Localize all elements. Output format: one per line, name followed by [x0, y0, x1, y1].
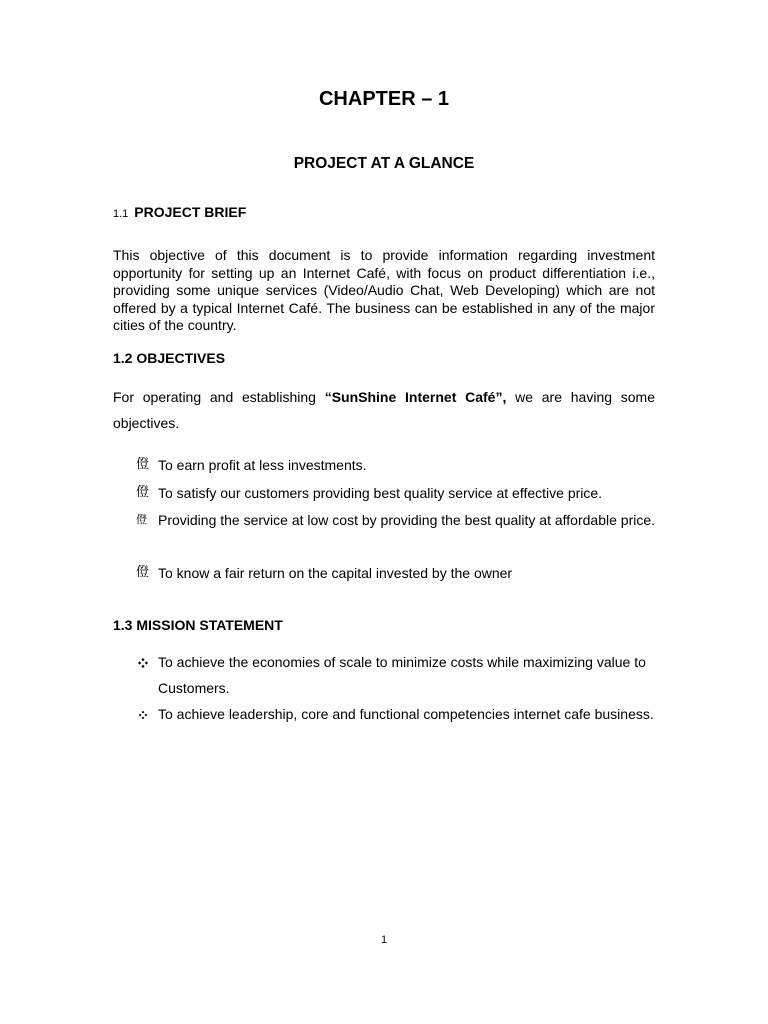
- list-item: [136, 480, 656, 506]
- list-item: [136, 560, 656, 586]
- bullet-glyph-icon: 僜: [136, 565, 150, 580]
- list-item: [136, 649, 656, 701]
- list-item-text: To earn profit at less investments.: [158, 457, 367, 473]
- list-item: [136, 507, 656, 533]
- bullet-glyph-icon: 僜: [136, 457, 150, 472]
- list-item-text: To know a fair return on the capital invested by the owner: [158, 565, 513, 581]
- section-heading-objectives: 1.2 OBJECTIVES: [113, 350, 226, 366]
- section-heading-project-brief: [113, 204, 246, 220]
- list-item-text: Providing the service at low cost by providing the best quality at affordable price.: [158, 512, 656, 528]
- chapter-heading: CHAPTER – 1: [318, 88, 450, 110]
- cafe-name: “SunShine Internet Café”,: [324, 389, 507, 405]
- intro-text-end: we are having some objectives.: [113, 389, 656, 431]
- page-number: 1: [380, 934, 388, 946]
- section-title: PROJECT BRIEF: [134, 204, 247, 220]
- list-item-text: To achieve the economies of scale to minimize costs while maximizing value to Customers.: [158, 654, 646, 696]
- list-item-text: To achieve leadership, core and functional competencies internet cafe business.: [158, 706, 654, 722]
- objectives-intro-paragraph: [113, 384, 655, 436]
- list-item-text: To satisfy our customers providing best quality service at effective price.: [158, 485, 603, 501]
- four-diamond-icon: [139, 711, 148, 720]
- project-brief-paragraph: This objective of this document is to provide information regarding investment opportunity for setting up an Internet Café, with focus on product differentiation i.e., providing some unique services (Video/Audio Chat, Web Developing) which are not offered by a typical Internet Café. The business can be established in any of the major cities of the country.: [113, 247, 655, 333]
- four-diamond-icon: [138, 658, 148, 668]
- page-title: PROJECT AT A GLANCE: [293, 155, 475, 172]
- section-heading-mission-statement: 1.3 MISSION STATEMENT: [113, 617, 283, 633]
- section-number: 1.1: [113, 208, 129, 220]
- intro-text-start: For operating and establishing: [113, 389, 325, 405]
- list-item: [136, 701, 656, 727]
- list-item: [136, 452, 656, 478]
- bullet-glyph-icon: 僜: [136, 485, 150, 500]
- bullet-glyph-icon: 僜: [136, 513, 147, 526]
